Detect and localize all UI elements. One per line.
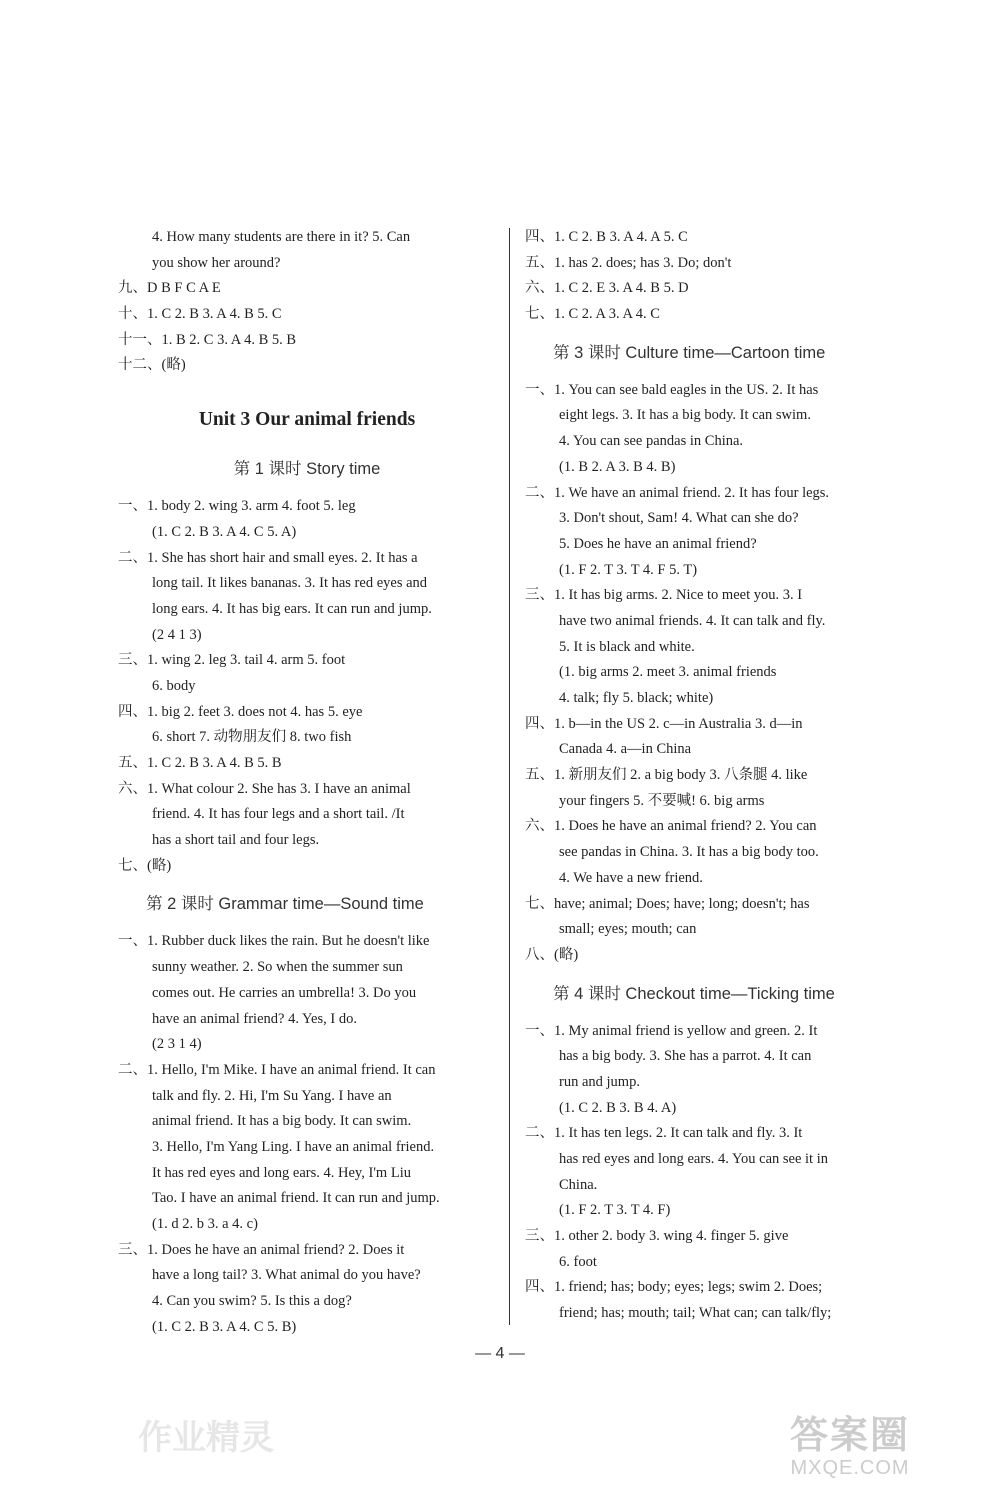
answer-line: 二、1. We have an animal friend. 2. It has four legs. [525, 484, 830, 501]
answer-line: (2 3 1 4) [152, 1036, 202, 1053]
answer-line: you show her around? [152, 254, 281, 271]
answer-line: your fingers 5. 不要喊! 6. big arms [559, 792, 765, 809]
watermark-logo [730, 1415, 970, 1479]
answer-line: 4. Can you swim? 5. Is this a dog? [152, 1293, 352, 1310]
answer-line: 十、1. C 2. B 3. A 4. B 5. C [118, 306, 282, 323]
answer-line: 二、1. It has ten legs. 2. It can talk and fly. 3. It [525, 1125, 803, 1142]
answer-line: 四、1. C 2. B 3. A 4. A 5. C [525, 229, 688, 245]
lesson-3-answers [525, 378, 895, 969]
watermark-url: MXQE.COM [790, 1457, 910, 1479]
answer-line: (1. F 2. T 3. T 4. F) [559, 1202, 671, 1219]
answer-line: 六、1. What colour 2. She has 3. I have an animal [118, 780, 411, 797]
answer-line: has red eyes and long ears. 4. You can see it in [559, 1151, 828, 1167]
answer-line: 三、1. other 2. body 3. wing 4. finger 5. give [525, 1228, 789, 1245]
answer-line: 九、D B F C A E [118, 280, 221, 297]
answer-line: China. [559, 1176, 598, 1193]
answer-line: 三、1. wing 2. leg 3. tail 4. arm 5. foot [118, 652, 346, 669]
page-number: — 4 — [475, 1345, 525, 1362]
answer-line: 七、1. C 2. A 3. A 4. C [525, 306, 660, 323]
answer-line: sunny weather. 2. So when the summer sun [152, 959, 403, 976]
answer-line: have two animal friends. 4. It can talk and fly. [559, 612, 826, 629]
column-divider [509, 228, 510, 1325]
lesson-2-title: 第 2 课时 Grammar time—Sound time [146, 895, 424, 914]
answer-line: (1. C 2. B 3. A 4. C 5. A) [152, 523, 297, 540]
answer-line: friend. 4. It has four legs and a short tail. /It [152, 806, 405, 823]
answer-line: (1. d 2. b 3. a 4. c) [152, 1216, 258, 1232]
answer-line: 4. You can see pandas in China. [559, 433, 744, 450]
answer-line: 6. foot [559, 1253, 597, 1270]
answer-line: 3. Hello, I'm Yang Ling. I have an animal friend. [152, 1138, 435, 1155]
answer-line: 七、(略) [118, 857, 172, 874]
answer-line: 十一、1. B 2. C 3. A 4. B 5. B [118, 331, 297, 348]
answer-line: see pandas in China. 3. It has a big body too. [559, 844, 819, 861]
answer-line: 四、1. big 2. feet 3. does not 4. has 5. eye [118, 703, 363, 720]
answer-line: 四、1. friend; has; body; eyes; legs; swim 2. Does; [525, 1279, 823, 1296]
answer-line: eight legs. 3. It has a big body. It can swim. [559, 407, 811, 424]
answer-line: (1. F 2. T 3. T 4. F 5. T) [559, 561, 698, 578]
answer-line: comes out. He carries an umbrella! 3. Do you [152, 984, 417, 1001]
stamp-logo: 作业精灵 [138, 1418, 274, 1458]
lesson-4-title: 第 4 课时 Checkout time—Ticking time [553, 984, 835, 1003]
lesson-3-title: 第 3 课时 Culture time—Cartoon time [553, 343, 826, 362]
left-top-answers [118, 225, 496, 379]
answer-line: 三、1. It has big arms. 2. Nice to meet you. 3. I [525, 587, 803, 604]
answer-line: animal friend. It has a big body. It can swim. [152, 1113, 412, 1130]
answer-line: 十二、(略) [118, 357, 186, 374]
answer-line: 六、1. C 2. E 3. A 4. B 5. D [525, 280, 689, 297]
answer-line: (1. C 2. B 3. B 4. A) [559, 1099, 677, 1116]
answer-line: have an animal friend? 4. Yes, I do. [152, 1010, 357, 1027]
answer-line: 6. body [152, 677, 196, 694]
answer-line: 3. Don't shout, Sam! 4. What can she do? [559, 510, 799, 527]
lesson-4-answers [525, 1019, 895, 1327]
answer-line: has a big body. 3. She has a parrot. 4. It can [559, 1048, 812, 1065]
answer-line: 4. We have a new friend. [559, 869, 703, 886]
answer-line: 二、1. She has short hair and small eyes. 2. It has a [118, 549, 418, 566]
answer-line: 6. short 7. 动物朋友们 8. two fish [152, 729, 352, 746]
answer-line: has a short tail and four legs. [152, 832, 320, 849]
left-column [118, 225, 496, 1340]
answer-line: 五、1. 新朋友们 2. a big body 3. 八条腿 4. like [525, 767, 808, 784]
right-column [525, 225, 895, 1327]
answer-line: Tao. I have an animal friend. It can run and jump. [152, 1190, 440, 1207]
answer-line: 五、1. C 2. B 3. A 4. B 5. B [118, 755, 282, 771]
answer-line: (1. big arms 2. meet 3. animal friends [559, 664, 777, 681]
lesson-2-answers [118, 929, 496, 1340]
answer-line: 五、1. has 2. does; has 3. Do; don't [525, 254, 732, 271]
answer-line: 三、1. Does he have an animal friend? 2. Does it [118, 1241, 405, 1258]
answer-line: (1. C 2. B 3. A 4. C 5. B) [152, 1318, 297, 1335]
answer-line: 七、have; animal; Does; have; long; doesn't; has [525, 895, 810, 912]
watermark-title: 答案圈 [789, 1415, 910, 1457]
answer-line: 四、1. b—in the US 2. c—in Australia 3. d—in [525, 715, 803, 732]
answer-line: 5. Does he have an animal friend? [559, 535, 757, 552]
answer-line: long tail. It likes bananas. 3. It has red eyes and [152, 575, 428, 592]
right-top-answers [525, 225, 895, 328]
answer-line: 二、1. Hello, I'm Mike. I have an animal friend. It can [118, 1061, 436, 1078]
answer-line: run and jump. [559, 1073, 640, 1090]
answer-line: 一、1. My animal friend is yellow and green. 2. It [525, 1022, 818, 1039]
answer-line: (1. B 2. A 3. B 4. B) [559, 458, 676, 475]
answer-line: 六、1. Does he have an animal friend? 2. You can [525, 818, 817, 835]
answer-line: 5. It is black and white. [559, 638, 695, 655]
lesson-1-title: 第 1 课时 Story time [233, 460, 381, 479]
answer-line: 4. How many students are there in it? 5. Can [152, 229, 411, 245]
answer-line: 一、1. You can see bald eagles in the US. 2. It has [525, 381, 819, 398]
answer-line: 4. talk; fly 5. black; white) [559, 690, 714, 706]
answer-line: It has red eyes and long ears. 4. Hey, I'm Liu [152, 1164, 411, 1181]
answer-line: 一、1. body 2. wing 3. arm 4. foot 5. leg [118, 498, 356, 515]
lesson-1-answers [118, 494, 496, 879]
answer-line: (2 4 1 3) [152, 626, 202, 643]
answer-line: 八、(略) [525, 946, 579, 963]
answer-line: friend; has; mouth; tail; What can; can talk/fly; [559, 1305, 832, 1322]
answer-line: talk and fly. 2. Hi, I'm Su Yang. I have an [152, 1087, 392, 1104]
answer-line: Canada 4. a—in China [559, 741, 692, 758]
answer-line: have a long tail? 3. What animal do you have? [152, 1267, 421, 1284]
unit-title: Unit 3 Our animal friends [198, 409, 416, 431]
answer-line: small; eyes; mouth; can [559, 921, 697, 938]
answer-line: long ears. 4. It has big ears. It can run and jump. [152, 600, 432, 617]
answer-line: 一、1. Rubber duck likes the rain. But he doesn't like [118, 933, 430, 950]
